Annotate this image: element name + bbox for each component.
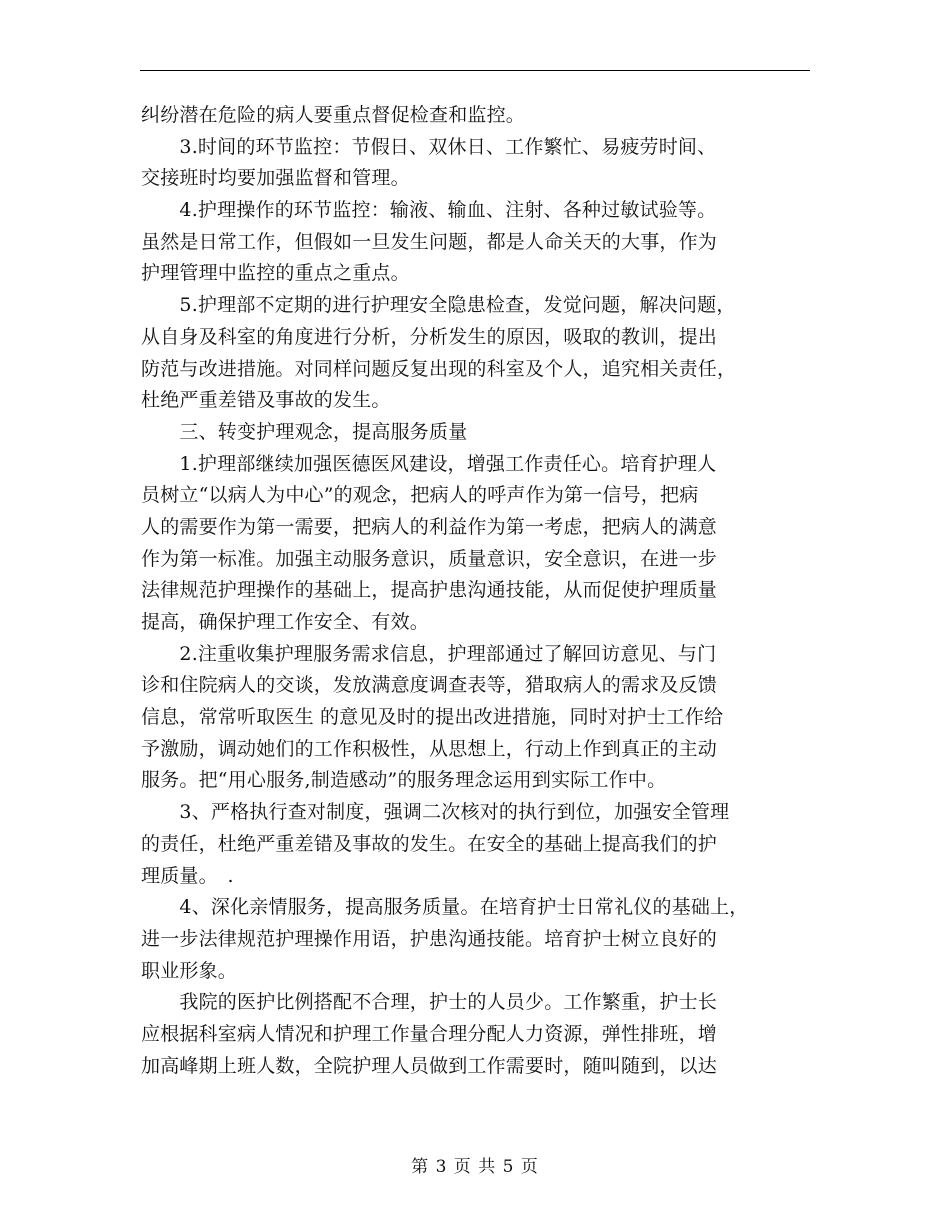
- text-line: 4、深化亲情服务，提高服务质量。在培育护士日常礼仪的基础上，: [141, 896, 749, 919]
- text-line: 服务。把“用心服务,制造感动”的服务理念运用到实际工作中。: [141, 769, 667, 792]
- text-line: 信息，常常听取医生 的意见及时的提出改进措施，同时对护士工作给: [141, 706, 724, 729]
- paragraph: [141, 892, 813, 987]
- paragraph: [141, 132, 813, 195]
- text-line: 三、转变护理观念，提高服务质量: [141, 420, 468, 443]
- text-line: 纠纷潜在危险的病人要重点督促检查和监控。: [141, 104, 526, 126]
- text-line: 职业形象。: [141, 959, 238, 982]
- paragraph: [141, 449, 813, 639]
- text-line: 提高，确保护理工作安全、有效。: [141, 611, 430, 633]
- text-line: 护理管理中监控的重点之重点。: [141, 262, 410, 285]
- text-line: 防范与改进措施。对同样问题反复出现的科室及个人，追究相关责任，: [141, 357, 737, 380]
- paragraph: [141, 797, 813, 892]
- paragraph: [141, 417, 813, 449]
- paragraph: [141, 290, 813, 417]
- text-line: 交接班时均要加强监督和管理。: [141, 167, 410, 190]
- text-line: 1.护理部继续加强医德医风建设，增强工作责任心。培育护理人: [141, 452, 717, 475]
- text-line: 进一步法律规范护理操作用语，护患沟通技能。培育护士树立良好的: [141, 927, 718, 950]
- text-line: 3、严格执行查对制度，强调二次核对的执行到位，加强安全管理: [141, 801, 730, 824]
- paragraph: [141, 195, 813, 290]
- paragraph: [141, 987, 813, 1082]
- text-line: 从自身及科室的角度进行分析，分析发生的原因，吸取的教训，提出: [141, 325, 718, 348]
- text-line: 应根据科室病人情况和护理工作量合理分配人力资源，弹性排班，增: [141, 1022, 718, 1045]
- text-line: 法律规范护理操作的基础上，提高护患沟通技能，从而促使护理质量: [141, 579, 718, 602]
- document-body: [141, 100, 813, 1082]
- text-line: 4.护理操作的环节监控：输液、输血、注射、各种过敏试验等。: [141, 199, 717, 222]
- paragraph: [141, 100, 813, 132]
- text-line: 诊和住院病人的交谈，发放满意度调查表等，猎取病人的需求及反馈: [141, 674, 718, 697]
- text-line: 予激励，调动她们的工作积极性，从思想上，行动上作到真正的主动: [141, 737, 718, 760]
- text-line: 的责任，杜绝严重差错及事故的发生。在安全的基础上提高我们的护: [141, 832, 718, 855]
- text-line: 人的需要作为第一需要，把病人的利益作为第一考虑，把病人的满意: [141, 515, 718, 538]
- text-line: 我院的医护比例搭配不合理，护士的人员少。工作繁重，护士长: [141, 991, 718, 1014]
- text-line: 加高峰期上班人数，全院护理人员做到工作需要时，随叫随到，以达: [141, 1054, 718, 1077]
- text-line: 2.注重收集护理服务需求信息，护理部通过了解回访意见、与门: [141, 642, 717, 665]
- text-line: 理质量。 .: [141, 864, 234, 887]
- page-number-footer: 第 3 页 共 5 页: [411, 1157, 539, 1177]
- text-line: 作为第一标准。加强主动服务意识，质量意识，安全意识，在进一步: [141, 547, 718, 570]
- text-line: 5.护理部不定期的进行护理安全隐患检查，发觉问题，解决问题，: [141, 294, 736, 317]
- header-rule: [140, 70, 810, 71]
- text-line: 3.时间的环节监控：节假日、双休日、工作繁忙、易疲劳时间、: [141, 135, 717, 158]
- paragraph: [141, 639, 813, 797]
- text-line: 杜绝严重差错及事故的发生。: [141, 389, 391, 412]
- text-line: 员树立“以病人为中心”的观念，把病人的呼声作为第一信号，把病: [141, 484, 699, 507]
- text-line: 虽然是日常工作，但假如一旦发生问题，都是人命关天的大事，作为: [141, 230, 718, 253]
